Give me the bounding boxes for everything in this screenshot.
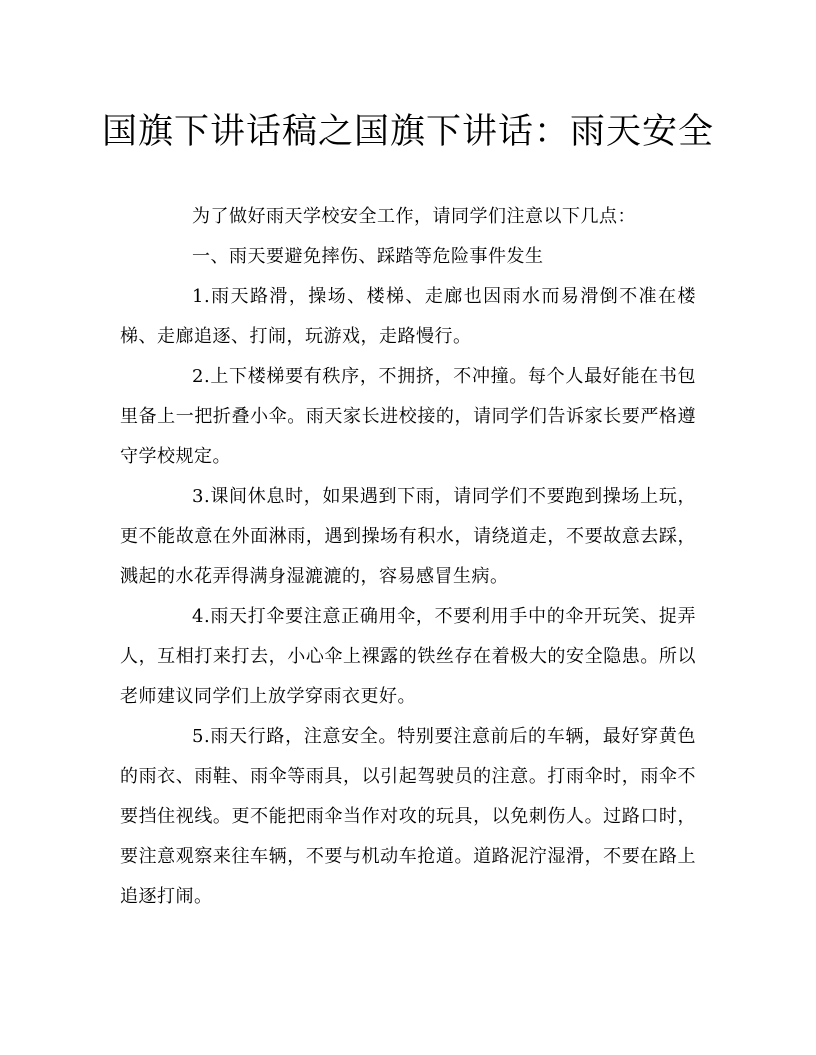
paragraph-item-3: 3.课间休息时，如果遇到下雨，请同学们不要跑到操场上玩，更不能故意在外面淋雨，遇到操场有积水，请绕道走，不要故意去踩，溅起的水花弄得满身湿漉漉的，容易感冒生病。: [120, 486, 696, 587]
document-body: [120, 197, 696, 917]
section-heading-1: 一、雨天要避免摔伤、踩踏等危险事件发生: [192, 246, 544, 267]
paragraph-item-4: 4.雨天打伞要注意正确用伞，不要利用手中的伞开玩笑、捉弄人，互相打来打去，小心伞上裸露的铁丝存在着极大的安全隐患。所以老师建议同学们上放学穿雨衣更好。: [120, 606, 696, 707]
paragraph-item-2: 2.上下楼梯要有秩序，不拥挤，不冲撞。每个人最好能在书包里备上一把折叠小伞。雨天家长进校接的，请同学们告诉家长要严格遵守学校规定。: [120, 366, 696, 467]
paragraph-item-1: 1.雨天路滑，操场、楼梯、走廊也因雨水而易滑倒不准在楼梯、走廊追逐、打闹，玩游戏，走路慢行。: [120, 286, 696, 347]
document-title: 国旗下讲话稿之国旗下讲话：雨天安全: [101, 112, 714, 152]
paragraph-item-5: 5.雨天行路，注意安全。特别要注意前后的车辆，最好穿黄色的雨衣、雨鞋、雨伞等雨具，以引起驾驶员的注意。打雨伞时，雨伞不要挡住视线。更不能把雨伞当作对攻的玩具，以免刺伤人。过路口时，要注意观察来往车辆，不要与机动车抢道。道路泥泞湿滑，不要在路上追逐打闹。: [120, 726, 696, 907]
paragraph-intro: 为了做好雨天学校安全工作，请同学们注意以下几点：: [192, 206, 636, 227]
